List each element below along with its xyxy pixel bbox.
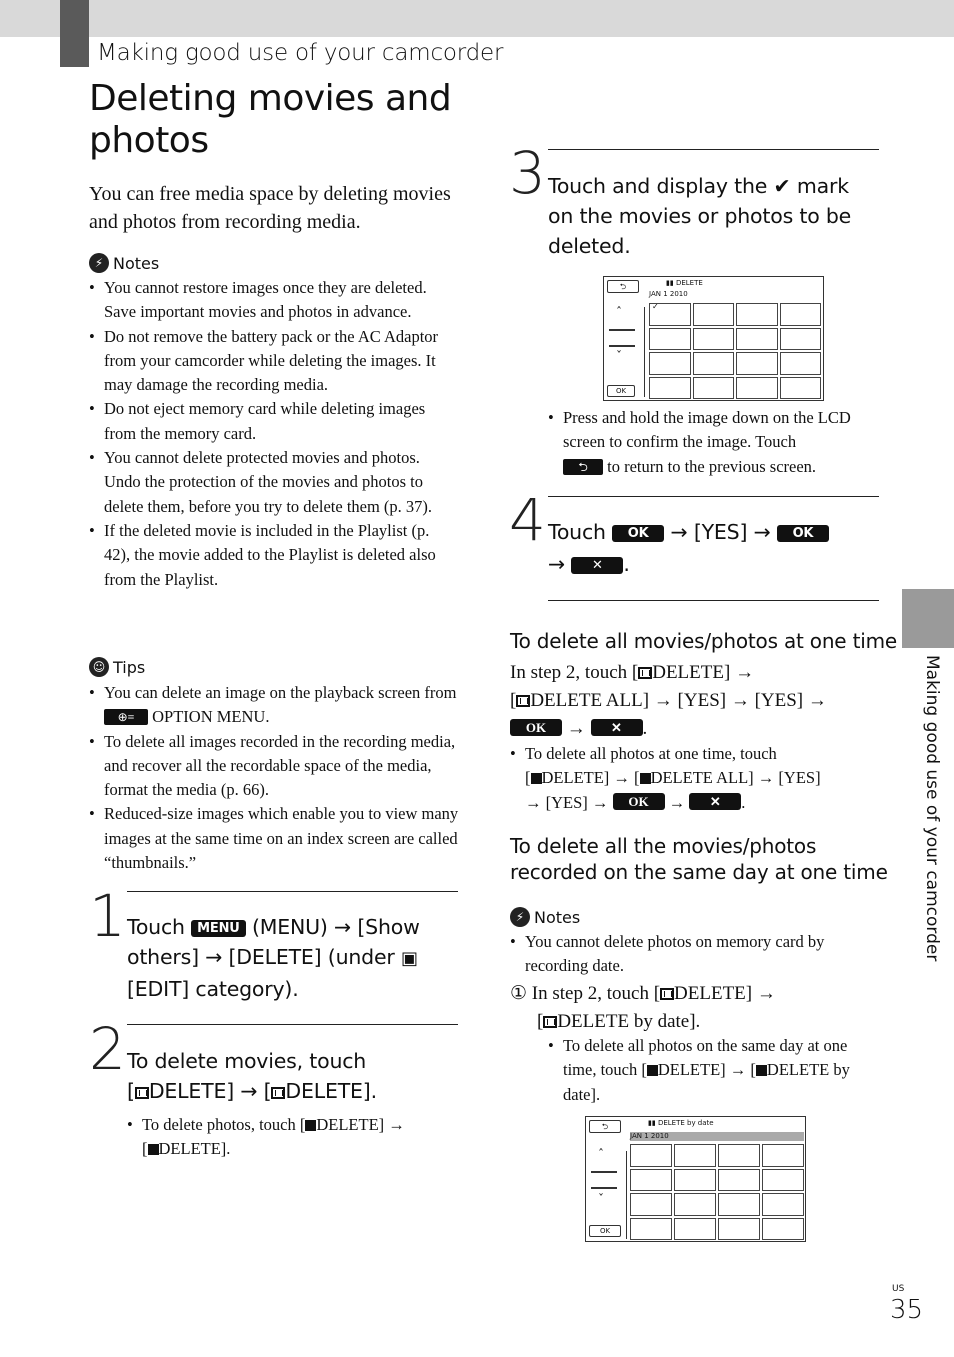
index-icon: [609, 329, 635, 347]
notes-icon: ⚡: [510, 907, 530, 927]
thumbnail[interactable]: ✓: [649, 303, 691, 326]
thumbnail[interactable]: [693, 328, 735, 351]
same-day-step: ① In step 2, touch [ DELETE] → [ DELETE by date].: [510, 983, 776, 1032]
list-item: • You cannot restore images once they are deleted. Save important movies and photos in advance.: [89, 276, 459, 325]
ok-button[interactable]: OK: [607, 385, 635, 397]
thumbnail[interactable]: [630, 1218, 672, 1241]
chapter-tab: [902, 589, 954, 648]
thumbnail[interactable]: [736, 352, 778, 375]
thumbnail[interactable]: [630, 1169, 672, 1192]
thumbnail[interactable]: [736, 377, 778, 400]
return-icon: ⮌: [563, 459, 603, 475]
thumbnail[interactable]: [674, 1169, 716, 1192]
header-block: [60, 0, 89, 67]
thumbnail[interactable]: [762, 1169, 804, 1192]
option-menu-icon: ⊕≡: [104, 709, 148, 725]
thumbnail-grid: [649, 303, 821, 399]
photo-icon: [305, 1120, 316, 1131]
list-item: • To delete all images recorded in the recording media, and recover all the recordable space of the media, format the media (p. 66).: [89, 730, 459, 803]
movie-icon: [271, 1087, 285, 1099]
photo-icon: [647, 1065, 658, 1076]
ok-button-icon: OK: [510, 719, 562, 736]
ok-button-icon: OK: [612, 525, 664, 542]
delete-all-bullets: [510, 742, 880, 815]
list-item: • You can delete an image on the playback screen from ⊕≡ OPTION MENU.: [89, 681, 459, 730]
photo-icon: [531, 773, 542, 784]
section-title: Making good use of your camcorder: [97, 40, 504, 66]
thumbnail[interactable]: [736, 303, 778, 326]
divider: [127, 1024, 458, 1025]
thumbnail[interactable]: [630, 1193, 672, 1216]
thumbnail[interactable]: [693, 303, 735, 326]
check-icon: ✔: [773, 174, 791, 198]
step-4-text: Touch OK → [YES] → OK → ✕ .: [548, 516, 878, 580]
screen-date: JAN 1 2010: [630, 1132, 804, 1141]
screen-date: JAN 1 2010: [649, 290, 688, 298]
movie-icon: [543, 1016, 557, 1028]
page-title: Deleting movies and photos: [89, 78, 452, 161]
thumbnail[interactable]: [649, 377, 691, 400]
thumbnail[interactable]: [780, 377, 822, 400]
divider: [548, 600, 879, 601]
same-day-heading: To delete all the movies/photos recorded on the same day at one time: [510, 834, 888, 884]
chapter-tab-label: Making good use of your camcorder: [922, 655, 942, 962]
delete-screen-illustration: [603, 276, 824, 401]
divider: [548, 149, 879, 150]
same-day-notes: [510, 930, 880, 979]
ok-button-icon: OK: [777, 525, 829, 542]
list-item: • Press and hold the image down on the LCD screen to confirm the image. Touch ⮌ to return to the previous screen.: [548, 406, 878, 479]
tips-list: [89, 681, 459, 875]
movie-icon: [135, 1087, 149, 1099]
photo-icon: [148, 1144, 159, 1155]
thumbnail[interactable]: [762, 1144, 804, 1167]
step-1-text: Touch MENU (MENU) → [Show others] → [DELETE] (under ▣ [EDIT] category).: [127, 915, 420, 1001]
tips-icon: ☺: [89, 657, 109, 677]
header-band: [0, 0, 954, 37]
close-icon: ✕: [591, 719, 643, 736]
photo-icon: [640, 773, 651, 784]
ok-button[interactable]: OK: [589, 1225, 621, 1237]
screen-title: ▮▮ DELETE: [666, 279, 703, 287]
thumbnail[interactable]: [630, 1144, 672, 1167]
list-item: • You cannot delete photos on memory card by recording date.: [510, 930, 880, 979]
scroll-up-button[interactable]: ˆ: [598, 1147, 604, 1161]
ok-button-icon: OK: [613, 793, 665, 810]
delete-by-date-screen-illustration: [585, 1116, 806, 1242]
step-3-text: Touch and display the ✔ mark on the movies or photos to be deleted.: [548, 174, 852, 258]
thumbnail[interactable]: [762, 1193, 804, 1216]
list-item: • If the deleted movie is included in the Playlist (p. 42), the movie added to the Playlist is deleted also from the Playlist.: [89, 519, 459, 592]
thumbnail[interactable]: [762, 1218, 804, 1241]
scroll-down-button[interactable]: ˇ: [616, 349, 622, 363]
list-item: • To delete all photos at one time, touch [ DELETE] → [ DELETE ALL] → [YES] → [YES] → OK → ✕ .: [510, 742, 880, 815]
screen-title: ▮▮ DELETE by date: [648, 1119, 714, 1127]
thumbnail[interactable]: [674, 1218, 716, 1241]
thumbnail-grid: [630, 1144, 804, 1240]
step-2-text: To delete movies, touch [ DELETE] → [ DELETE].: [127, 1049, 377, 1103]
step-1-number: 1: [89, 882, 126, 950]
intro-text: You can free media space by deleting movies and photos from recording media.: [89, 183, 451, 233]
thumbnail[interactable]: [780, 352, 822, 375]
step-2-number: 2: [89, 1015, 126, 1083]
thumbnail[interactable]: [718, 1218, 760, 1241]
thumbnail[interactable]: [674, 1144, 716, 1167]
thumbnail[interactable]: [780, 328, 822, 351]
movie-icon: [660, 988, 674, 1000]
divider: [548, 496, 879, 497]
index-icon: [591, 1171, 617, 1189]
tips-heading: ☺ Tips: [89, 657, 145, 677]
thumbnail[interactable]: [693, 377, 735, 400]
list-item: • Do not eject memory card while deleting images from the memory card.: [89, 397, 459, 446]
movie-icon: [638, 667, 652, 679]
notes-icon: ⚡: [89, 253, 109, 273]
notes-heading: ⚡ Notes: [89, 253, 159, 273]
return-button[interactable]: ⮌: [589, 1120, 621, 1133]
scroll-down-button[interactable]: ˇ: [598, 1192, 604, 1206]
list-item: • Reduced-size images which enable you to view many images at the same time on an index screen are called “thumbnails.”: [89, 802, 459, 875]
delete-all-text: In step 2, touch [ DELETE] → [ DELETE ALL] → [YES] → [YES] → OK → ✕ .: [510, 662, 827, 739]
scroll-up-button[interactable]: ˆ: [616, 305, 622, 319]
menu-button-icon: MENU: [191, 920, 245, 937]
close-icon: ✕: [689, 793, 741, 810]
delete-all-heading: To delete all movies/photos at one time: [510, 629, 897, 653]
step-3-number: 3: [509, 139, 546, 207]
page-number: 35: [890, 1295, 924, 1325]
return-button[interactable]: ⮌: [607, 280, 639, 293]
thumbnail[interactable]: [649, 352, 691, 375]
step-4-number: 4: [509, 486, 546, 554]
thumbnail[interactable]: [693, 352, 735, 375]
photo-icon: [756, 1065, 767, 1076]
same-day-bullets: [548, 1034, 880, 1107]
thumbnail[interactable]: [649, 328, 691, 351]
thumbnail[interactable]: [718, 1144, 760, 1167]
edit-category-icon: ▣: [400, 948, 418, 969]
thumbnail[interactable]: [674, 1193, 716, 1216]
thumbnail[interactable]: [780, 303, 822, 326]
thumbnail[interactable]: [718, 1169, 760, 1192]
notes-list: [89, 276, 459, 592]
region-label: US: [892, 1284, 905, 1294]
list-item: • To delete photos, touch [ DELETE] → [ DELETE].: [127, 1113, 457, 1162]
list-item: • You cannot delete protected movies and photos. Undo the protection of the movies and photos to delete them, before you try to delete them (p. 37).: [89, 446, 459, 519]
list-item: • Do not remove the battery pack or the AC Adaptor from your camcorder while deleting the images. It may damage the recording media.: [89, 325, 459, 398]
step-3-bullets: [548, 406, 878, 479]
close-icon: ✕: [571, 557, 623, 574]
list-item: • To delete all photos on the same day at one time, touch [ DELETE] → [ DELETE by date].: [548, 1034, 880, 1107]
step-2-bullets: [127, 1113, 457, 1162]
thumbnail[interactable]: [718, 1193, 760, 1216]
divider: [127, 891, 458, 892]
notes-heading: ⚡ Notes: [510, 907, 580, 927]
thumbnail[interactable]: [736, 328, 778, 351]
movie-icon: [516, 695, 530, 707]
